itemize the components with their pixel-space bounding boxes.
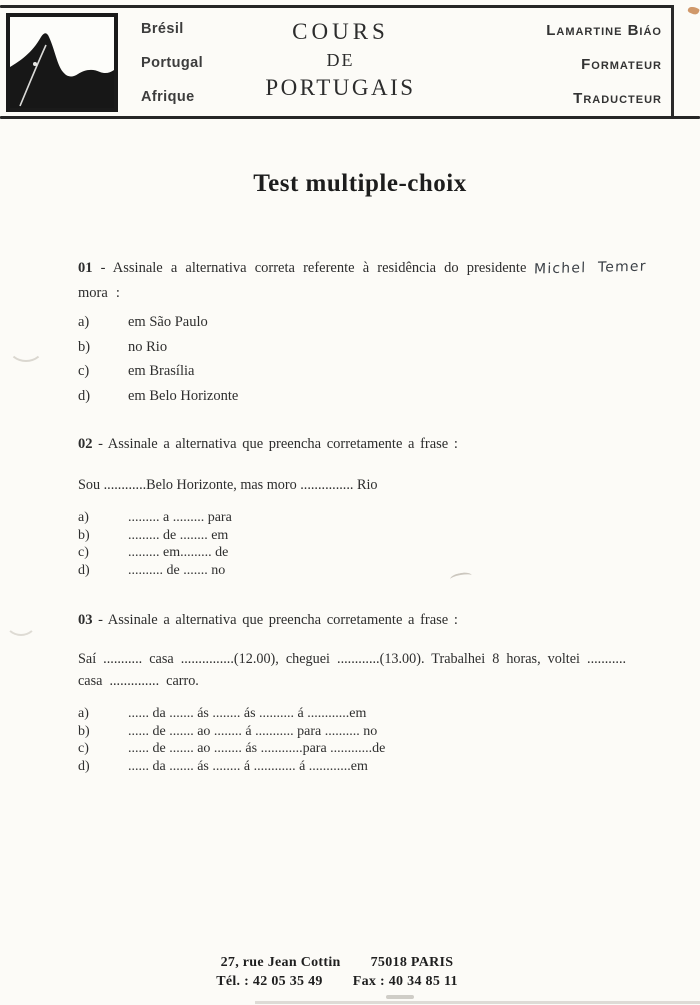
option-letter: a) (78, 510, 89, 525)
option-text: ......... em......... de (128, 545, 229, 560)
option-letter: c) (78, 741, 89, 756)
scan-smudge-arc-2 (5, 608, 37, 636)
option-letter: b) (78, 338, 91, 355)
question-3-options (78, 705, 653, 775)
mountain-wave-silhouette-icon (10, 17, 114, 108)
footer-address-line (77, 953, 597, 972)
option-text: ...... da ....... ás ........ á ............ á ............em (128, 758, 368, 774)
question-3-prompt-text: - Assinale a alternativa que preencha corretamente a frase : (92, 612, 458, 628)
option-text: ......... de ........ em (128, 527, 229, 543)
person-role-traducteur: Traducteur (573, 90, 662, 107)
scan-speck-top-right (687, 5, 700, 16)
option-letter: b) (78, 527, 90, 543)
course-title (248, 19, 433, 101)
footer-phone-line (77, 972, 597, 991)
option-row (78, 384, 653, 409)
scan-smudge-arc-1 (8, 332, 44, 362)
region-label-portugal: Portugal (141, 55, 204, 71)
option-text: em Belo Horizonte (128, 387, 239, 404)
option-row (78, 544, 653, 562)
letterhead-bottom-rule (0, 116, 700, 119)
scan-smudge-footer (386, 995, 414, 999)
option-letter: a) (78, 706, 89, 721)
option-row (78, 527, 653, 545)
option-row (78, 740, 653, 758)
person-role-formateur: Formateur (581, 56, 662, 73)
option-text: ......... a ......... para (128, 510, 232, 525)
question-1-number: 01 (78, 260, 93, 276)
question-1-options (78, 310, 653, 408)
question-1-prompt-tail: mora : (78, 285, 120, 301)
option-text: ...... de ....... ao ........ ás ............para ............de (128, 741, 386, 756)
question-2-prompt (78, 436, 653, 453)
course-title-line3: PORTUGAIS (265, 75, 416, 100)
option-row (78, 705, 653, 723)
footer-contact (77, 953, 597, 991)
question-1-prompt (78, 256, 653, 306)
option-row (78, 562, 653, 580)
option-letter: a) (78, 314, 90, 330)
question-2-sentence: Sou ............Belo Horizonte, mas moro ............... Rio (78, 477, 378, 493)
option-text: ...... de ....... ao ........ á ........... para .......... no (128, 723, 378, 739)
course-title-line2: DE (326, 50, 355, 70)
footer-street: 27, rue Jean Cottin (220, 955, 341, 970)
question-2-prompt-text: - Assinale a alternativa que preencha corretamente a frase : (92, 436, 458, 452)
question-2-number: 02 (78, 436, 93, 452)
person-name: Lamartine Biáo (546, 22, 662, 39)
option-row (78, 359, 653, 384)
option-row (78, 310, 653, 335)
question-1-handwritten-answer: Michel Temer (534, 258, 648, 278)
letterhead-top-rule (0, 5, 673, 8)
scan-streak-bottom (255, 1001, 700, 1004)
question-3-sentence (78, 648, 653, 692)
option-row (78, 335, 653, 360)
option-letter: d) (78, 387, 91, 404)
question-3-sentence-line2: casa .............. carro. (78, 673, 199, 689)
letterhead-right-rule (671, 5, 674, 117)
question-2-options (78, 509, 653, 579)
school-logo (6, 13, 118, 112)
footer-tel: Tél. : 42 05 35 49 (216, 974, 323, 989)
option-text: em São Paulo (128, 314, 208, 330)
region-label-afrique: Afrique (141, 89, 195, 105)
question-3-sentence-line1: Saí ........... casa ...............(12.00), cheguei ............(13.00). Trabalhei 8 horas, voltei ........... (78, 651, 627, 667)
option-text: em Brasília (128, 363, 195, 379)
question-3-prompt (78, 612, 653, 629)
question-1-prompt-text: - Assinale a alternativa correta referente à residência do presidente (92, 260, 527, 276)
option-row (78, 758, 653, 776)
option-row (78, 509, 653, 527)
option-letter: d) (78, 562, 90, 578)
question-3-number: 03 (78, 612, 93, 628)
footer-fax: Fax : 40 34 85 11 (352, 974, 458, 989)
option-text: .......... de ....... no (128, 562, 226, 578)
course-title-line1: COURS (292, 19, 389, 44)
option-text: no Rio (128, 338, 168, 355)
page-title: Test multiple-choix (253, 170, 467, 197)
option-letter: c) (78, 363, 90, 379)
footer-city: 75018 PARIS (370, 955, 454, 970)
option-text: ...... da ....... ás ........ ás .......... á ............em (128, 706, 367, 721)
option-letter: d) (78, 758, 90, 774)
region-label-bresil: Brésil (141, 21, 184, 37)
option-letter: c) (78, 545, 89, 560)
option-letter: b) (78, 723, 90, 739)
option-row (78, 723, 653, 741)
